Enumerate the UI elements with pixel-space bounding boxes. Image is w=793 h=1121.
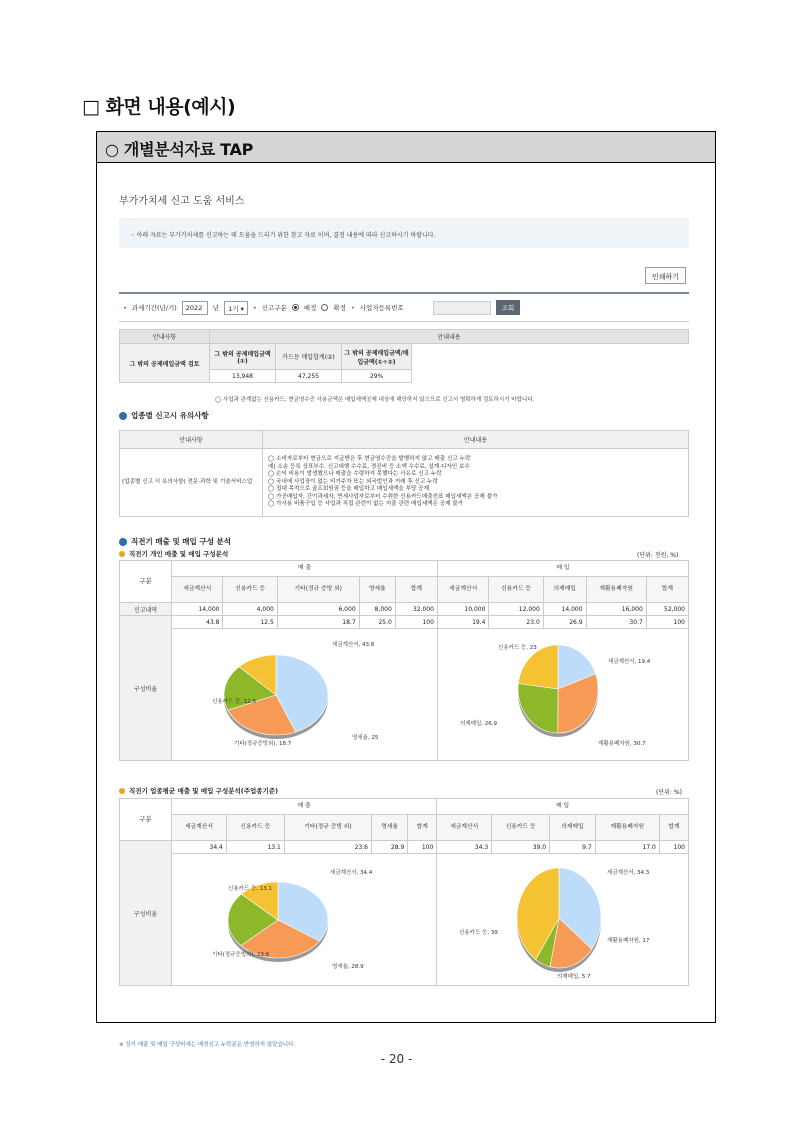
pie-label: 기타(정규증빙외), 23.6 xyxy=(212,952,270,958)
service-title: 부가가치세 신고 도움 서비스 xyxy=(119,196,245,207)
chevron-down-icon: ▾ xyxy=(240,304,244,313)
pie-label: 세금계산서, 43.8 xyxy=(332,642,375,648)
pie-label: 세금계산서, 34.4 xyxy=(330,870,373,876)
col-header: 영세율 xyxy=(372,815,408,841)
bullet-icon xyxy=(119,788,125,794)
table-cell: 23.0 xyxy=(489,616,543,629)
col-header: 합계 xyxy=(646,577,688,603)
pie-label: 의제매입, 5.7 xyxy=(557,974,591,980)
radio-hwakjeong-label: 확정 xyxy=(333,304,346,312)
table-cell: 34.4 xyxy=(172,841,227,854)
analysis-title: 직전기 매출 및 매입 구성 분석 xyxy=(131,537,231,546)
year-unit: 년 xyxy=(212,304,220,312)
pie-label: 재활용폐자원, 17 xyxy=(607,938,650,944)
term-value: 1기 xyxy=(228,304,239,313)
self-purchase-pie-cell xyxy=(437,629,688,761)
tap-frame xyxy=(96,131,716,1048)
table-cell: 25.0 xyxy=(359,616,395,629)
guide-col-1: 그 밖의 공제매입금액(①) xyxy=(210,344,276,370)
print-button[interactable]: 인쇄하기 xyxy=(645,267,686,284)
required-mark: • xyxy=(252,303,257,312)
row1-label: 신고내역 xyxy=(120,603,172,616)
radio-yejeong[interactable] xyxy=(292,304,299,311)
self-heading xyxy=(119,549,228,558)
col-header: 합계 xyxy=(395,577,437,603)
required-mark: • xyxy=(123,303,127,312)
table-cell: 43.8 xyxy=(172,616,223,629)
type-label: 신고구분 xyxy=(261,304,287,312)
notice-box: ◦ 아래 자료는 부가가치세를 신고하는 데 도움을 드리기 위한 참고 자료 이며, 결정 내용에 따라 신고하시기 바랍니다. xyxy=(119,218,689,248)
bullet-icon xyxy=(119,412,127,420)
guide-val-1: 13,948 xyxy=(210,370,276,383)
table-cell: 12.5 xyxy=(223,616,277,629)
table-cell: 4,000 xyxy=(223,603,277,616)
pie-label: 세금계산서, 19.4 xyxy=(607,659,651,665)
radio-yejeong-label: 예정 xyxy=(303,304,317,312)
foot-note: ※ 상기 매출 및 매입 구성비에는 예정신고 누락분은 반영하지 않았습니다. xyxy=(119,1042,296,1048)
table-cell: 23.6 xyxy=(284,841,371,854)
ratio-label: 구성비율 xyxy=(120,616,172,761)
industry-line: ◯ 가사용 비품구입 등 사업과 직접 관련이 없는 지출 관련 매입세액은 공제 불가 xyxy=(268,501,464,508)
table-cell: 18.7 xyxy=(277,616,359,629)
table-cell: 12,000 xyxy=(489,603,543,616)
table-cell: 34.3 xyxy=(437,841,492,854)
pie-label: 신용카드 등, 12.5 xyxy=(212,699,257,705)
table-cell: 9.7 xyxy=(550,841,596,854)
pie-label: 의제매입, 26.9 xyxy=(459,721,497,727)
table-cell: 19.4 xyxy=(437,616,488,629)
bullet-icon xyxy=(119,551,125,557)
purchase-header: 매 입 xyxy=(437,799,689,815)
col-header: 기타(정규 증빙 외) xyxy=(284,815,371,841)
industry-table xyxy=(119,430,689,517)
guide-note: ◯ 사업과 관계없는 신용카드, 현금영수증 사용금액은 매입세액공제 대상에 해당하지 않으므로 신고서 명확하게 검토하시기 바랍니다. xyxy=(215,397,535,403)
search-button[interactable]: 조회 xyxy=(496,300,521,315)
pie-slice xyxy=(518,645,558,689)
col-header: 재활용폐자원 xyxy=(595,815,659,841)
table-cell: 100 xyxy=(395,616,437,629)
guide-col-3: 그 밖의 공제매입금액/매입금액(①÷②) xyxy=(342,344,412,370)
tap-title: ○ 개별분석자료 TAP xyxy=(97,132,715,163)
table-cell: 10,000 xyxy=(437,603,488,616)
table-cell: 39.0 xyxy=(492,841,550,854)
table-cell: 8,000 xyxy=(359,603,395,616)
col-header: 신용카드 등 xyxy=(223,577,277,603)
col-header: 재활용폐자원 xyxy=(586,577,646,603)
period-label: 과세기간(년/기) xyxy=(131,304,177,312)
avg-table xyxy=(119,798,689,986)
self-unit: (단위: 천원, %) xyxy=(637,552,679,559)
self-title: 직전기 개인 매출 및 매입 구성분석 xyxy=(129,550,229,558)
industry-title: 업종별 신고시 유의사항 xyxy=(131,411,209,420)
industry-label: (업종별 신고 시 유의사항) 전문·과학 및 기술서비스업 xyxy=(120,449,263,517)
avg-unit: (단위: %) xyxy=(656,789,682,796)
term-select[interactable] xyxy=(224,301,248,315)
guide-val-3: 29% xyxy=(342,370,412,383)
sales-header: 매 출 xyxy=(172,561,438,577)
col-header: 세금계산서 xyxy=(437,577,488,603)
col-header: 세금계산서 xyxy=(172,577,223,603)
page-number: - 20 - xyxy=(380,1052,413,1066)
guide-row-label: 그 밖의 공제매입금액 검토 xyxy=(120,344,210,383)
guide-empty xyxy=(412,344,689,383)
col-header: 합계 xyxy=(659,815,688,841)
self-sales-pie-cell xyxy=(172,629,438,761)
pie-label: 영세율, 28.9 xyxy=(332,964,364,970)
self-purchase-pie xyxy=(438,629,700,761)
table-cell: 28.9 xyxy=(372,841,408,854)
table-cell: 16,000 xyxy=(586,603,646,616)
table-cell: 30.7 xyxy=(586,616,646,629)
table-cell: 17.0 xyxy=(595,841,659,854)
guide-header-2: 안내내용 xyxy=(210,330,689,344)
col-header: 세금계산서 xyxy=(172,815,227,841)
industry-line: ◯ 접대 목적으로 골프회원권 등을 매입하고 매입세액을 부당 공제 xyxy=(268,486,429,493)
col-header: 신용카드 등 xyxy=(226,815,284,841)
industry-header-1: 안내사항 xyxy=(120,431,263,449)
pie-label: 신용카드 등, 13.1 xyxy=(228,886,273,892)
guide-val-2: 47,255 xyxy=(276,370,342,383)
table-cell: 100 xyxy=(408,841,437,854)
sales-header: 매 출 xyxy=(172,799,437,815)
avg-purchase-pie-cell xyxy=(437,854,689,986)
col-header: 의제매입 xyxy=(550,815,596,841)
col-header: 신용카드 등 xyxy=(492,815,550,841)
guide-col-2: 카드등 매입합계(②) xyxy=(276,344,342,370)
col-header: 합계 xyxy=(408,815,437,841)
radio-hwakjeong[interactable] xyxy=(321,304,328,311)
avg-sales-pie xyxy=(172,854,428,986)
avg-sales-pie-cell xyxy=(172,854,437,986)
purchase-header: 매 입 xyxy=(437,561,688,577)
pie-label: 기타(정규증빙외), 18.7 xyxy=(234,741,292,747)
self-table xyxy=(119,560,689,761)
section-title: □ 화면 내용(예시) xyxy=(82,96,236,118)
table-cell: 14,000 xyxy=(543,603,586,616)
industry-line: ◯ 소비자로부터 현금으로 지급받은 후 현금영수증을 발행하지 않고 매출 신고 누락 xyxy=(268,455,471,462)
pie-label: 재활용폐자원, 30.7 xyxy=(597,741,646,747)
table-cell: 13.1 xyxy=(226,841,284,854)
avg-heading xyxy=(119,786,278,795)
industry-line: ◯ 손익 비용이 발생했으나 매출을 수령하지 못했다는 사유로 신고 누락 xyxy=(268,471,442,478)
pie-label: 세금계산서, 34.3 xyxy=(607,870,650,876)
industry-line: 예) 소송 등록 상표부수, 신고대행 수수료, 경진비 등 소액 수수료, 설계·디자인 보수 xyxy=(268,463,470,470)
table-cell: 14,000 xyxy=(172,603,223,616)
analysis-heading xyxy=(119,536,231,547)
biz-label: 사업자등록번호 xyxy=(359,304,404,312)
self-sales-pie xyxy=(172,629,428,761)
search-bar xyxy=(119,292,689,322)
pie-slice xyxy=(518,683,558,733)
pie-label: 신용카드 등, 23 xyxy=(497,645,537,651)
table-cell: 100 xyxy=(646,616,688,629)
table-cell: 6,000 xyxy=(277,603,359,616)
industry-heading xyxy=(119,410,209,421)
guide-header-1: 안내사항 xyxy=(120,330,210,344)
avg-purchase-pie xyxy=(437,854,699,986)
required-mark: • xyxy=(350,303,355,312)
guide-table xyxy=(119,329,689,383)
gubun-header: 구분 xyxy=(120,799,172,841)
pie-label: 신용카드 등, 39 xyxy=(459,930,499,936)
gubun-header: 구분 xyxy=(120,561,172,603)
industry-header-2: 안내내용 xyxy=(263,431,689,449)
table-cell: 26.9 xyxy=(543,616,586,629)
pie-label: 영세율, 25 xyxy=(352,735,379,741)
industry-line: ◯ 국내에 사업장이 없는 비거주자 또는 외국법인과 거래 후 신고 누락 xyxy=(268,478,438,485)
col-header: 영세율 xyxy=(359,577,395,603)
col-header: 세금계산서 xyxy=(437,815,492,841)
col-header: 의제매입 xyxy=(543,577,586,603)
biz-number-input[interactable] xyxy=(433,301,491,315)
col-header: 기타(정규 증빙 외) xyxy=(277,577,359,603)
bullet-icon xyxy=(119,538,127,546)
table-cell: 32,000 xyxy=(395,603,437,616)
ratio-label: 구성비율 xyxy=(120,841,172,986)
table-cell: 100 xyxy=(659,841,688,854)
year-input[interactable]: 2022 xyxy=(182,301,208,315)
industry-content xyxy=(263,449,689,517)
table-cell: 52,000 xyxy=(646,603,688,616)
avg-title: 직전기 업종평균 매출 및 매입 구성분석(주업종기준) xyxy=(129,787,279,795)
industry-line: ◯ 가공매입자, 간이과세자, 면세사업자로부터 수취한 신용카드매출전표 매입세액은 공제 불가 xyxy=(268,493,498,500)
col-header: 신용카드 등 xyxy=(489,577,543,603)
